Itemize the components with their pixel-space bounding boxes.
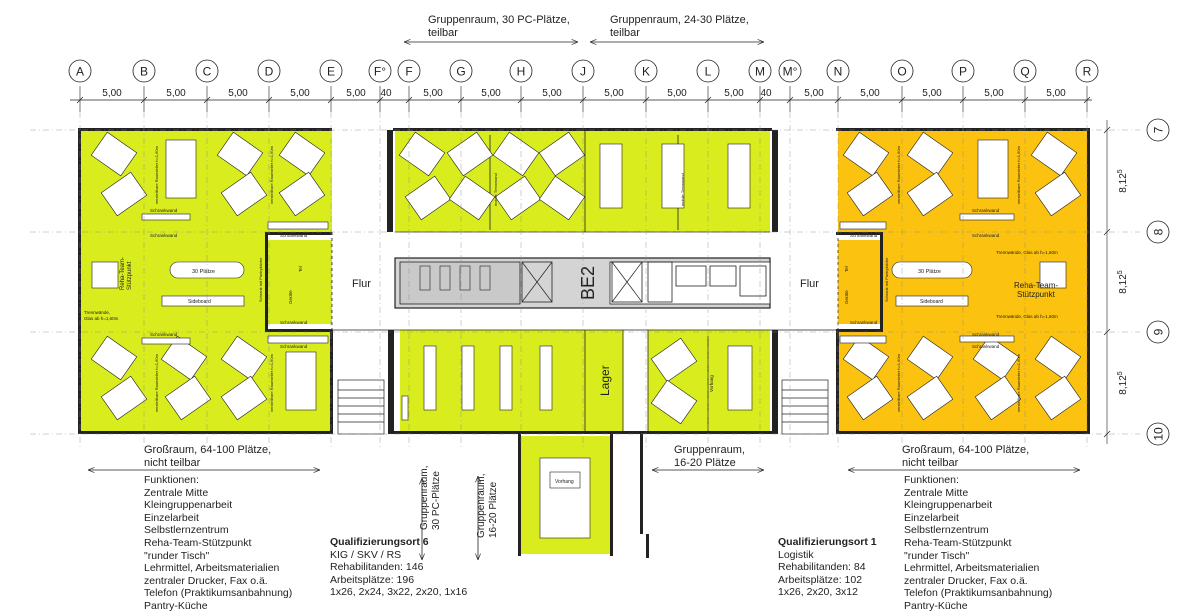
lager-label: Lager [598, 365, 612, 396]
col-dimension: 5,00 [860, 88, 880, 99]
site6-line: Rehabilitanden: 146 [330, 561, 424, 574]
function-item: Selbstlernzentrum [144, 524, 229, 537]
row-dimension: 8,12$^5$ [1117, 270, 1129, 294]
grid-col-label: F° [373, 64, 387, 79]
schrankwand-7: Schrankwand [972, 208, 1000, 213]
function-item: Lehrmittel, Arbeitsmaterialien [144, 562, 280, 575]
site1-line: Arbeitsplätze: 102 [778, 573, 863, 586]
grid-col-label: G [456, 64, 466, 79]
left-pantry-box [265, 240, 332, 324]
col-dimension: 5,00 [604, 88, 624, 99]
grossraum-right-line1: Großraum, 64-100 Plätze, [902, 444, 1030, 456]
schrankwand-5: Schrankwand [280, 320, 308, 325]
trennwand-right-lower: Trennwände, Glas ab h=1,60m [996, 314, 1058, 319]
row-dimension-sup: 5 [1117, 270, 1124, 275]
grid-col-label: D [264, 64, 274, 79]
grid-col-label: L [704, 64, 712, 79]
pantry-right: Schrank mit Pantryküche [884, 257, 889, 302]
gruppenraum-16-right-line2: 16-20 Plätze [674, 456, 736, 469]
function-item: Reha-Team-Stützpunkt [144, 536, 252, 549]
raumteiler-3: verstellbare Raumteiler h=1,60m [154, 354, 159, 412]
col-dimension: 5,00 [166, 88, 186, 99]
col-dimension: 5,00 [481, 88, 501, 99]
function-item: Kleingruppenarbeit [144, 499, 233, 512]
col-dimension: 5,00 [102, 88, 122, 99]
vorhang-1: Vorhang [709, 375, 714, 392]
function-item: "runder Tisch" [904, 549, 970, 562]
schrankwand-1: Schrankwand [150, 208, 178, 213]
gruppenraum-16-left-line2: 16-20 Plätze [488, 481, 499, 538]
col-dimension: 5,00 [667, 88, 687, 99]
col-dimension: 5,00 [922, 88, 942, 99]
site6-block [330, 536, 467, 599]
grid-col-label: B [139, 64, 149, 79]
grid-col-label: C [202, 64, 212, 79]
raumteiler-6: verstellbare Raumteiler h=1,60m [1016, 146, 1021, 204]
col-dimension: 5,00 [346, 88, 366, 99]
raumteiler-1: verstellbare Raumteiler h=1,60m [154, 146, 159, 204]
raumteiler-5: verstellbare Raumteiler h=1,60m [896, 146, 901, 204]
grossraum-left-line1: Großraum, 64-100 Plätze, [144, 444, 272, 456]
function-item: Kleingruppenarbeit [904, 499, 993, 512]
raumteiler-7: verstellbare Raumteiler h=1,60m [896, 354, 901, 412]
function-item: "runder Tisch" [144, 549, 210, 562]
grid-col-label: M [755, 64, 765, 79]
col-dimension: 5,00 [1046, 88, 1066, 99]
col-dimension: 5,00 [724, 88, 744, 99]
grid-row-label: 7 [1151, 126, 1166, 134]
functions-left-heading: Funktionen: [144, 474, 199, 486]
core-label: BE2 [578, 265, 598, 300]
grid-col-label: H [516, 64, 526, 79]
gruppenraum-30-line1: Gruppenraum, [419, 465, 430, 530]
flur-left-label: Flur [352, 278, 371, 290]
geraete-right: Geräte [844, 290, 849, 304]
top-label-left-line2: teilbar [428, 26, 458, 39]
mobile-trennwand-2: mobile Trennwand [680, 173, 685, 206]
schrankwand-10: Schrankwand [972, 332, 1000, 337]
right-pantry-box [838, 240, 880, 324]
function-item: Pantry-Küche [904, 599, 968, 612]
grid-col-label: J [580, 64, 586, 79]
functions-left [144, 474, 292, 613]
functions-right [904, 474, 1052, 613]
pantry-left: Schrank mit Pantryküche [258, 257, 263, 302]
schrankwand-4: Schrankwand [150, 332, 178, 337]
schrankwand-3: Schrankwand [280, 233, 308, 238]
grid-col-label: Q [1020, 64, 1030, 79]
gruppenraum-16-left-line1: Gruppenraum, [476, 473, 487, 538]
schrankwand-8: Schrankwand [972, 233, 1000, 238]
site6-line: 1x26, 2x24, 3x22, 2x20, 1x16 [330, 586, 468, 599]
top-label-right-line1: Gruppenraum, 24-30 Plätze, [610, 14, 749, 26]
function-item: Zentrale Mitte [144, 486, 209, 499]
grid-row-label: 10 [1151, 427, 1166, 441]
grid-col-label: F [405, 64, 413, 79]
reha-right-line2: Stützpunkt [1017, 290, 1055, 299]
top-label-left-line1: Gruppenraum, 30 PC-Plätze, [428, 14, 570, 26]
function-item: zentraler Drucker, Fax o.ä. [904, 574, 1028, 587]
schrankwand-6: Schrankwand [280, 344, 308, 349]
site6-title: Qualifizierungsort 6 [330, 536, 429, 548]
function-item: Selbstlernzentrum [904, 524, 989, 537]
site1-block [778, 536, 877, 599]
function-item: Einzelarbeit [144, 511, 199, 524]
site1-line: Logistik [778, 548, 814, 561]
function-item: Zentrale Mitte [904, 486, 969, 499]
function-item: Reha-Team-Stützpunkt [904, 536, 1012, 549]
schrankwand-12: Schrankwand [972, 344, 1000, 349]
functions-right-heading: Funktionen: [904, 474, 959, 486]
col-dimension: 40 [380, 88, 392, 99]
grid-col-label: E [326, 64, 336, 79]
col-dimension: 5,00 [804, 88, 824, 99]
reha-left-line1: Reha-Team- [120, 256, 126, 290]
grossraum-right-line2: nicht teilbar [902, 456, 959, 469]
grid-col-label: N [833, 64, 843, 79]
trennwand-right-upper: Trennwände, Glas ab h=1,60m [996, 250, 1058, 255]
function-item: Einzelarbeit [904, 511, 959, 524]
top-label-right-line2: teilbar [610, 26, 640, 39]
site1-line: Rehabilitanden: 84 [778, 561, 866, 574]
grid-col-label: R [1082, 64, 1092, 79]
site1-line: 1x26, 2x20, 3x12 [778, 586, 858, 599]
row-dimension: 8,12$^5$ [1117, 371, 1129, 395]
tel-left: Tel [298, 266, 303, 272]
function-item: Telefon (Praktikumsanbahnung) [904, 587, 1053, 600]
col-dimension: 5,00 [228, 88, 248, 99]
reha-right-line1: Reha-Team- [1014, 281, 1059, 290]
function-item: Lehrmittel, Arbeitsmaterialien [904, 562, 1040, 575]
site6-line: KIG / SKV / RS [330, 548, 402, 561]
grid-row-label: 8 [1151, 228, 1166, 236]
schrankwand-11: Schrankwand [850, 320, 878, 325]
col-dimension: 5,00 [290, 88, 310, 99]
grid-col-label: K [641, 64, 651, 79]
tel-right: Tel [844, 266, 849, 272]
grossraum-left-line2: nicht teilbar [144, 456, 201, 469]
trennwand-left-line1: Trennwände, [84, 310, 111, 315]
schrankwand-2: Schrankwand [150, 233, 178, 238]
grid-col-label: O [897, 64, 907, 79]
sideboard-left: Sideboard [188, 299, 211, 305]
gruppenraum-16-right-line1: Gruppenraum, [674, 444, 745, 456]
sideboard-right: Sideboard [920, 299, 943, 305]
function-item: Pantry-Küche [144, 599, 208, 612]
schrankwand-9: Schrankwand [850, 233, 878, 238]
table-30-left: 30 Plätze [192, 269, 215, 275]
row-dimension-sup: 5 [1117, 371, 1124, 376]
trennwand-left-line2: Glas ab h=1,60m [84, 316, 119, 321]
col-dimension: 5,00 [542, 88, 562, 99]
raumteiler-4: verstellbare Raumteiler h=1,60m [269, 354, 274, 412]
col-dimension: 5,00 [423, 88, 443, 99]
site1-title: Qualifizierungsort 1 [778, 536, 877, 548]
grid-row-label: 9 [1151, 328, 1166, 336]
col-dimension: 5,00 [984, 88, 1004, 99]
flur-right-label: Flur [800, 278, 819, 290]
grid-col-label: A [75, 64, 85, 79]
vorhang-2: Vorhang [555, 479, 574, 485]
row-dimension: 8,12$^5$ [1117, 169, 1129, 193]
row-dimension-sup: 5 [1117, 169, 1124, 174]
grid-col-label: P [958, 64, 968, 79]
geraete-left: Geräte [288, 290, 293, 304]
col-dimension: 40 [760, 88, 772, 99]
gruppenraum-30-line2: 30 PC-Plätze [431, 471, 442, 530]
function-item: zentraler Drucker, Fax o.ä. [144, 574, 268, 587]
grid-col-label: M° [782, 64, 798, 79]
reha-left-line2: Stützpunkt [127, 261, 133, 290]
raumteiler-2: verstellbare Raumteiler h=1,60m [269, 146, 274, 204]
raumteiler-8: verstellbare Raumteiler h=1,60m [1016, 354, 1021, 412]
table-30-right: 30 Plätze [918, 269, 941, 275]
mobile-trennwand-1: mobile Trennwand [493, 173, 498, 206]
site6-line: Arbeitsplätze: 196 [330, 573, 415, 586]
function-item: Telefon (Praktikumsanbahnung) [144, 587, 293, 600]
